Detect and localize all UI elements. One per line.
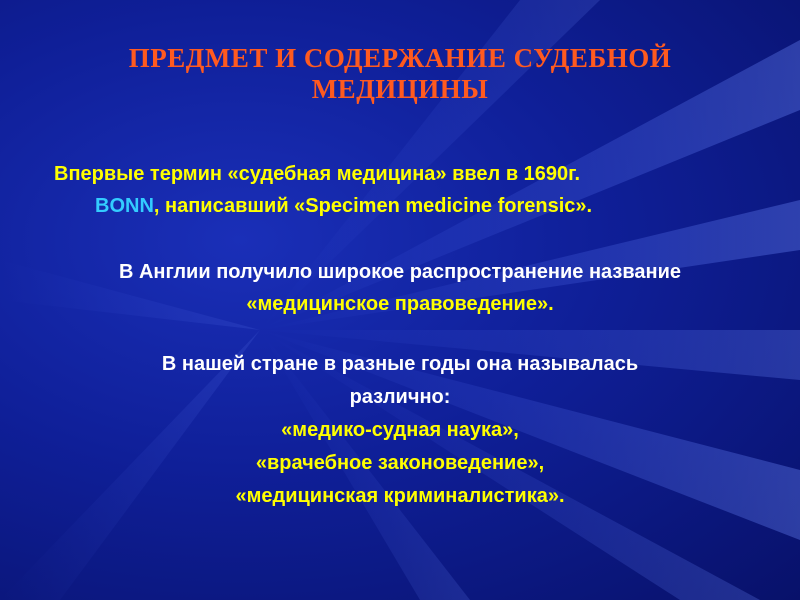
paragraph1-line-1: Впервые термин «судебная медицина» ввел в 1690г. bbox=[54, 163, 581, 185]
paragraph2-line-1: В Англии получило широкое распространение название bbox=[118, 261, 681, 283]
list-item: «медицинская криминалистика». bbox=[235, 485, 565, 507]
list-item: «медико-судная наука», bbox=[281, 419, 519, 441]
paragraph-england bbox=[0, 256, 800, 320]
paragraph3-line-1: В нашей стране в разные годы она называлась bbox=[161, 353, 639, 375]
paragraph1-line-2-rest: , написавший «Specimen medicine forensic». bbox=[153, 195, 593, 217]
slide-title bbox=[0, 43, 800, 105]
paragraph-first-term bbox=[40, 158, 760, 222]
paragraph3-line-2: различно: bbox=[349, 386, 451, 408]
paragraph2-line-2: «медицинское правоведение». bbox=[246, 293, 554, 315]
paragraph-our-country bbox=[0, 348, 800, 513]
author-name: BONN bbox=[95, 195, 154, 217]
list-item: «врачебное законоведение», bbox=[255, 452, 545, 474]
title-line-1: ПРЕДМЕТ И СОДЕРЖАНИЕ СУДЕБНОЙ bbox=[128, 43, 672, 73]
title-line-2: МЕДИЦИНЫ bbox=[311, 74, 489, 104]
paragraph1-line-2 bbox=[40, 190, 760, 222]
